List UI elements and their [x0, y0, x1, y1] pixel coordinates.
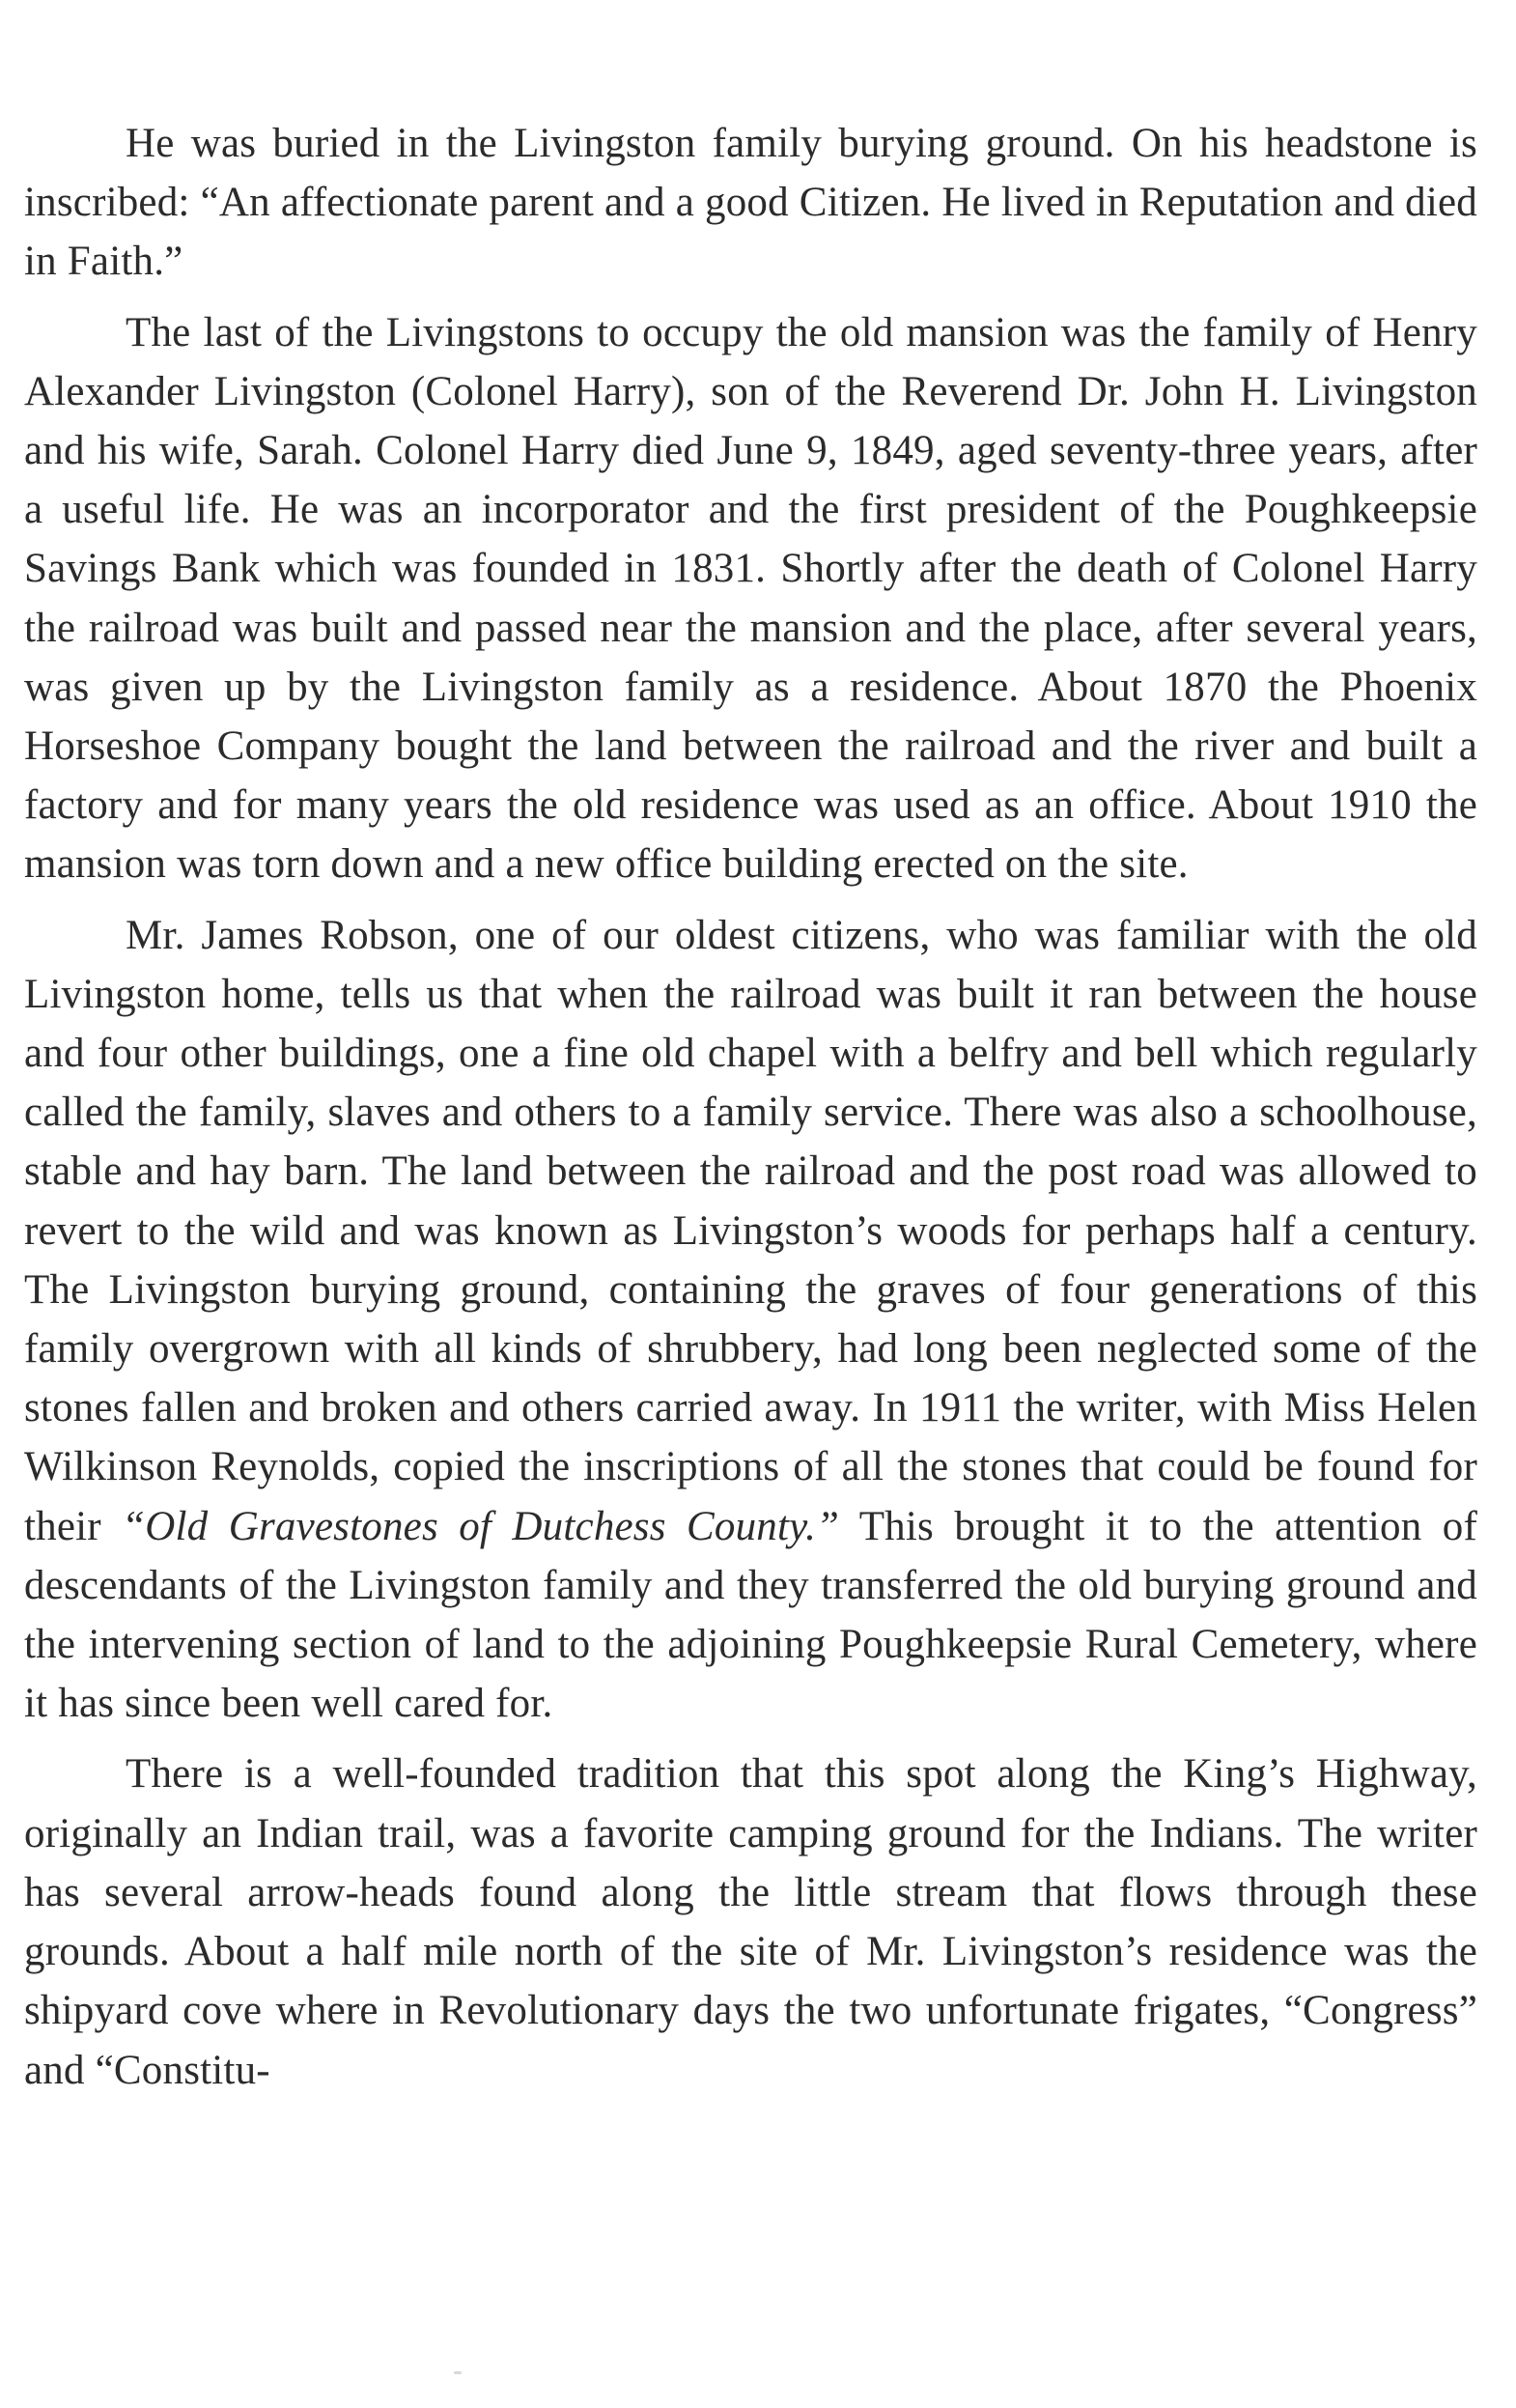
paragraph-burial: He was buried in the Livingston family burying ground. On his headstone is inscribed: “An affectionate parent and a good Citizen. He lived in Reputation and died in Faith.” [24, 121, 1477, 285]
paragraph-james-robson [24, 906, 1477, 1734]
document-page [24, 114, 1477, 2111]
paper-speck [454, 2371, 462, 2374]
paragraph-robson-text-after: This brought it to the attention of descendants of the Livingston family and they transferred the old burying ground and the intervening section of land to the adjoining Poughkeepsie Rural Cemetery, where it has since been well cared for. [24, 1503, 1477, 1727]
book-title-old-gravestones: “Old Gravestones of Dutchess County.” [122, 1503, 840, 1549]
paragraph-last-livingstons: The last of the Livingstons to occupy the old mansion was the family of Henry Alexander Livingston (Colonel Harry), son of the Reverend Dr. John H. Livingston and his wife, Sarah. Colonel Harry died June 9, 1849, aged seventy-three years, after a useful life. He was an incorporator and the first president of the Poughkeepsie Savings Bank which was founded in 1831. Shortly after the death of Colonel Harry the railroad was built and passed near the mansion and the place, after several years, was given up by the Livingston family as a residence. About 1870 the Phoenix Horseshoe Company bought the land between the railroad and the river and built a factory and for many years the old residence was used as an office. About 1910 the mansion was torn down and a new office building erected on the site. [24, 309, 1477, 888]
paragraph-robson-text-before: Mr. James Robson, one of our oldest citizens, who was familiar with the old Livingston home, tells us that when the railroad was built it ran between the house and four other buildings, one a fine old chapel with a belfry and bell which regularly called the family, slaves and others to a family service. There was also a schoolhouse, stable and hay barn. The land between the railroad and the post road was allowed to revert to the wild and was known as Livingston’s woods for perhaps half a century. The Livingston burying ground, containing the graves of four generations of this family overgrown with all kinds of shrubbery, had long been neglected some of the stones fallen and broken and others carried away. In 1911 the writer, with Miss Helen Wilkinson Reynolds, copied the inscriptions of all the stones that could be found for their [24, 912, 1477, 1549]
paragraph-tradition: There is a well-founded tradition that this spot along the King’s Highway, originally an Indian trail, was a favorite camping ground for the Indians. The writer has several arrow-heads found along the little stream that flows through these grounds. About a half mile north of the site of Mr. Livingston’s residence was the shipyard cove where in Revolutionary days the two unfortunate frigates, “Congress” and “Constitu- [24, 1751, 1477, 2093]
